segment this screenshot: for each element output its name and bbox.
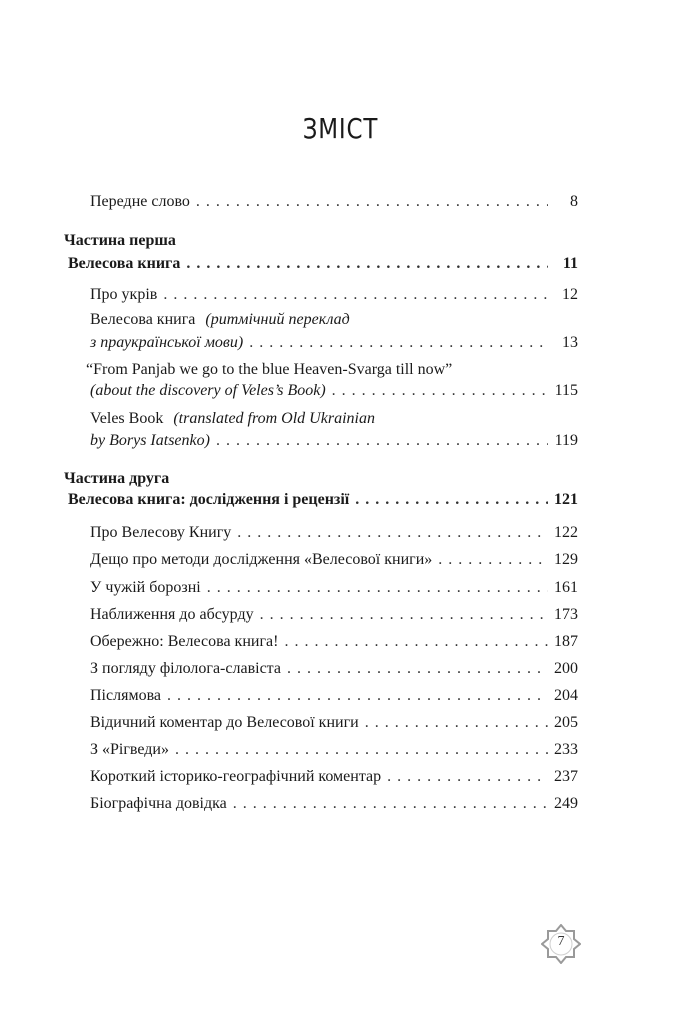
leader-dots xyxy=(438,550,548,570)
toc-entry-label: Обережно: Велесова книга! xyxy=(90,633,279,650)
toc-entry[interactable] xyxy=(90,767,578,787)
toc-entry-subtitle: (translated from Old Ukrainian xyxy=(173,410,375,427)
toc-entry-page: 129 xyxy=(554,551,578,568)
leader-dots xyxy=(332,381,548,401)
leader-dots xyxy=(287,659,548,679)
toc-entry-label: Велесова книга xyxy=(90,311,196,328)
toc-entry[interactable] xyxy=(90,659,578,679)
toc-entry[interactable] xyxy=(90,632,578,652)
toc-entry-label: Про укрів xyxy=(90,286,158,303)
leader-dots xyxy=(237,523,548,543)
toc-entry-page: 119 xyxy=(554,432,578,449)
toc-entry-label: Наближення до абсурду xyxy=(90,606,254,623)
toc-entry-label: Veles Book xyxy=(90,410,164,427)
toc-entry-line1[interactable] xyxy=(90,409,375,429)
leader-dots xyxy=(233,794,548,814)
toc-entry-label: Велесова книга: дослідження і рецензії xyxy=(68,491,350,508)
leader-dots xyxy=(175,740,548,760)
toc-entry-line1[interactable]: “From Panjab we go to the blue Heaven-Svarga till now” xyxy=(86,361,453,378)
toc-entry[interactable] xyxy=(90,713,578,733)
toc-entry-line1[interactable] xyxy=(90,310,350,330)
toc-entry[interactable] xyxy=(90,740,578,760)
toc-entry-label: З погляду філолога-славіста xyxy=(90,660,281,677)
toc-entry[interactable] xyxy=(90,285,578,305)
toc-entry-page: 249 xyxy=(554,795,578,812)
toc-entry[interactable] xyxy=(90,794,578,814)
toc-entry-label: Післямова xyxy=(90,687,162,704)
toc-part-title[interactable] xyxy=(68,254,578,274)
toc-entry-label: Про Велесову Книгу xyxy=(90,524,232,541)
leader-dots xyxy=(284,632,548,652)
toc-entry-page: 122 xyxy=(554,524,578,541)
leader-dots xyxy=(186,254,548,274)
toc-entry-page: 187 xyxy=(554,633,578,650)
toc-entry-label: Короткий історико-географічний коментар xyxy=(90,768,382,785)
toc-entry[interactable] xyxy=(90,333,578,353)
page-number-text: 7 xyxy=(557,934,565,949)
leader-dots xyxy=(260,605,548,625)
toc-entry-subtitle: з праукраїнської мови) xyxy=(90,334,244,351)
toc-entry-label: Передне слово xyxy=(90,193,190,210)
toc-entry-label: У чужій борозні xyxy=(90,579,201,596)
toc-part-title[interactable] xyxy=(68,490,578,510)
toc-entry-page: 121 xyxy=(554,491,578,508)
toc-entry-page: 204 xyxy=(554,687,578,704)
toc-entry-page: 237 xyxy=(554,768,578,785)
toc-entry-label: Біографічна довідка xyxy=(90,795,227,812)
toc-entry-subtitle: by Borys Iatsenko) xyxy=(90,432,210,449)
toc-entry-page: 233 xyxy=(554,741,578,758)
part-heading: Частина друга xyxy=(64,470,170,487)
toc-entry-page: 11 xyxy=(562,255,578,272)
part-heading: Частина перша xyxy=(64,232,176,249)
toc-entry-subtitle: (about the discovery of Veles’s Book) xyxy=(90,382,326,399)
toc-entry-page: 173 xyxy=(554,606,578,623)
leader-dots xyxy=(216,431,548,451)
toc-entry[interactable] xyxy=(90,578,578,598)
toc-entry-subtitle: (ритмічний переклад xyxy=(205,311,350,328)
toc-entry-label: Дещо про методи дослідження «Велесової книги» xyxy=(90,551,433,568)
toc-entry-page: 115 xyxy=(554,382,578,399)
leader-dots xyxy=(207,578,548,598)
toc-entry[interactable] xyxy=(90,550,578,570)
toc-entry[interactable] xyxy=(90,431,578,451)
toc-entry[interactable] xyxy=(90,381,578,401)
toc-entry-page: 161 xyxy=(554,579,578,596)
leader-dots xyxy=(167,686,548,706)
toc-entry-page: 13 xyxy=(562,334,578,351)
leader-dots xyxy=(163,285,548,305)
toc-entry-foreword[interactable] xyxy=(90,192,578,212)
toc-entry[interactable] xyxy=(90,605,578,625)
toc-entry[interactable] xyxy=(90,686,578,706)
leader-dots xyxy=(387,767,548,787)
toc-entry-label: Відичний коментар до Велесової книги xyxy=(90,714,359,731)
toc-entry[interactable] xyxy=(90,523,578,543)
leader-dots xyxy=(365,713,548,733)
toc-entry-label: З «Рігведи» xyxy=(90,741,169,758)
leader-dots xyxy=(355,490,548,510)
toc-entry-page: 8 xyxy=(570,193,578,210)
leader-dots xyxy=(249,333,548,353)
page-number xyxy=(541,924,581,964)
leader-dots xyxy=(196,192,548,212)
page-title: ЗМІСТ xyxy=(302,112,379,145)
toc-entry-label: Велесова книга xyxy=(68,255,181,272)
toc-entry-page: 12 xyxy=(562,286,578,303)
toc-entry-page: 205 xyxy=(554,714,578,731)
toc-entry-page: 200 xyxy=(554,660,578,677)
